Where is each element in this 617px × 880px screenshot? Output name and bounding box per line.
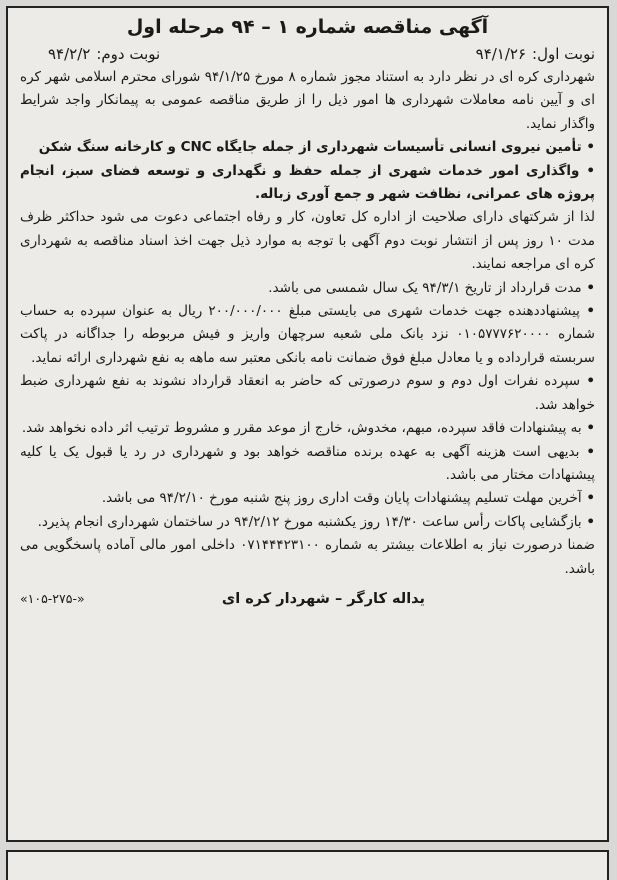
first-turn-label: نوبت اول: <box>532 45 595 63</box>
contact-paragraph: ضمنا درصورت نیاز به اطلاعات بیشتر به شماره ۰۷۱۴۴۴۲۳۱۰۰ داخلی امور مالی آماده پاسخگویی می باشد. <box>20 537 595 577</box>
condition-deposit: • پیشنهاددهنده جهت خدمات شهری می بایستی مبلغ ۲۰۰/۰۰۰/۰۰۰ ریال به عنوان سپرده به حساب شماره ۰۱۰۵۷۷۷۶۲۰۰۰۰ نزد بانک ملی شعبه سرچهان واریز و فیش مربوطه را جداگانه در پاکت سربسته قرارداده و یا معادل مبلغ فوق ضمانت نامه بانکی معتبر سه ماهه به نفع شهرداری ارائه نماید. <box>20 300 595 370</box>
tender-item-2: • واگذاری امور خدمات شهری از جمله حفظ و نگهداری و توسعه فضای سبز، انجام پروژه های عمرانی، نظافت شهر و جمع آوری زباله. <box>20 160 595 207</box>
signer-name: یداله کارگر – شهردار کره ای <box>221 590 425 607</box>
notice-content <box>8 8 607 611</box>
second-turn-date: ۹۴/۲/۲ <box>48 45 91 63</box>
notice-box <box>6 6 609 842</box>
condition-forfeit: • سپرده نفرات اول دوم و سوم درصورتی که حاضر به انعقاد قرارداد نشوند به نفع شهرداری ضبط خواهد شد. <box>20 370 595 417</box>
next-notice-box-edge <box>6 850 609 880</box>
notice-footer <box>20 587 595 611</box>
invitation-paragraph: لذا از شرکتهای دارای صلاحیت از اداره کل تعاون، کار و رفاه اجتماعی دعوت می شود حداکثر ظرف مدت ۱۰ روز پس از انتشار نوبت دوم آگهی با توجه به موارد ذیل جهت اخذ اسناد مناقصه به شهرداری کره ای مراجعه نمایند. <box>20 209 595 273</box>
second-turn-label: نوبت دوم: <box>96 45 161 63</box>
condition-ad-cost: • بدیهی است هزینه آگهی به عهده برنده مناقصه خواهد بود و شهرداری در رد یا قبول یک یا کلیه پیشنهادات مختار می باشد. <box>20 441 595 488</box>
condition-invalid-bids: • به پیشنهادات فاقد سپرده، مبهم، مخدوش، خارج از موعد مقرر و مشروط ترتیب اثر داده نخواهد شد. <box>20 417 595 440</box>
publication-turns <box>20 42 595 66</box>
condition-contract-period: • مدت قرارداد از تاریخ ۹۴/۳/۱ یک سال شمسی می باشد. <box>20 277 595 300</box>
tender-item-1: • تأمین نیروی انسانی تأسیسات شهرداری از جمله جایگاه CNC و کارخانه سنگ شکن <box>20 136 595 159</box>
ad-code: «۱۰۵-۲۷۵-» <box>20 590 85 606</box>
condition-deadline: • آخرین مهلت تسلیم پیشنهادات پایان وقت اداری روز پنج شنبه مورخ ۹۴/۲/۱۰ می باشد. <box>20 487 595 510</box>
notice-title: آگهی مناقصه شماره ۱ – ۹۴ مرحله اول <box>126 16 489 38</box>
intro-paragraph: شهرداری کره ای در نظر دارد به استناد مجوز شماره ۸ مورخ ۹۴/۱/۲۵ شورای محترم اسلامی شهر کره ای و آیین نامه معاملات شهرداری ها امور ذیل را از طریق مناقصه عمومی به پیمانکار واجد شرایط واگذار نماید. <box>20 69 595 132</box>
condition-opening: • بازگشایی پاکات رأس ساعت ۱۴/۳۰ روز یکشنبه مورخ ۹۴/۲/۱۲ در ساختمان شهرداری انجام پذیرد. <box>20 511 595 534</box>
second-turn <box>48 42 160 66</box>
first-turn <box>476 42 595 66</box>
first-turn-date: ۹۴/۱/۲۶ <box>475 45 527 63</box>
